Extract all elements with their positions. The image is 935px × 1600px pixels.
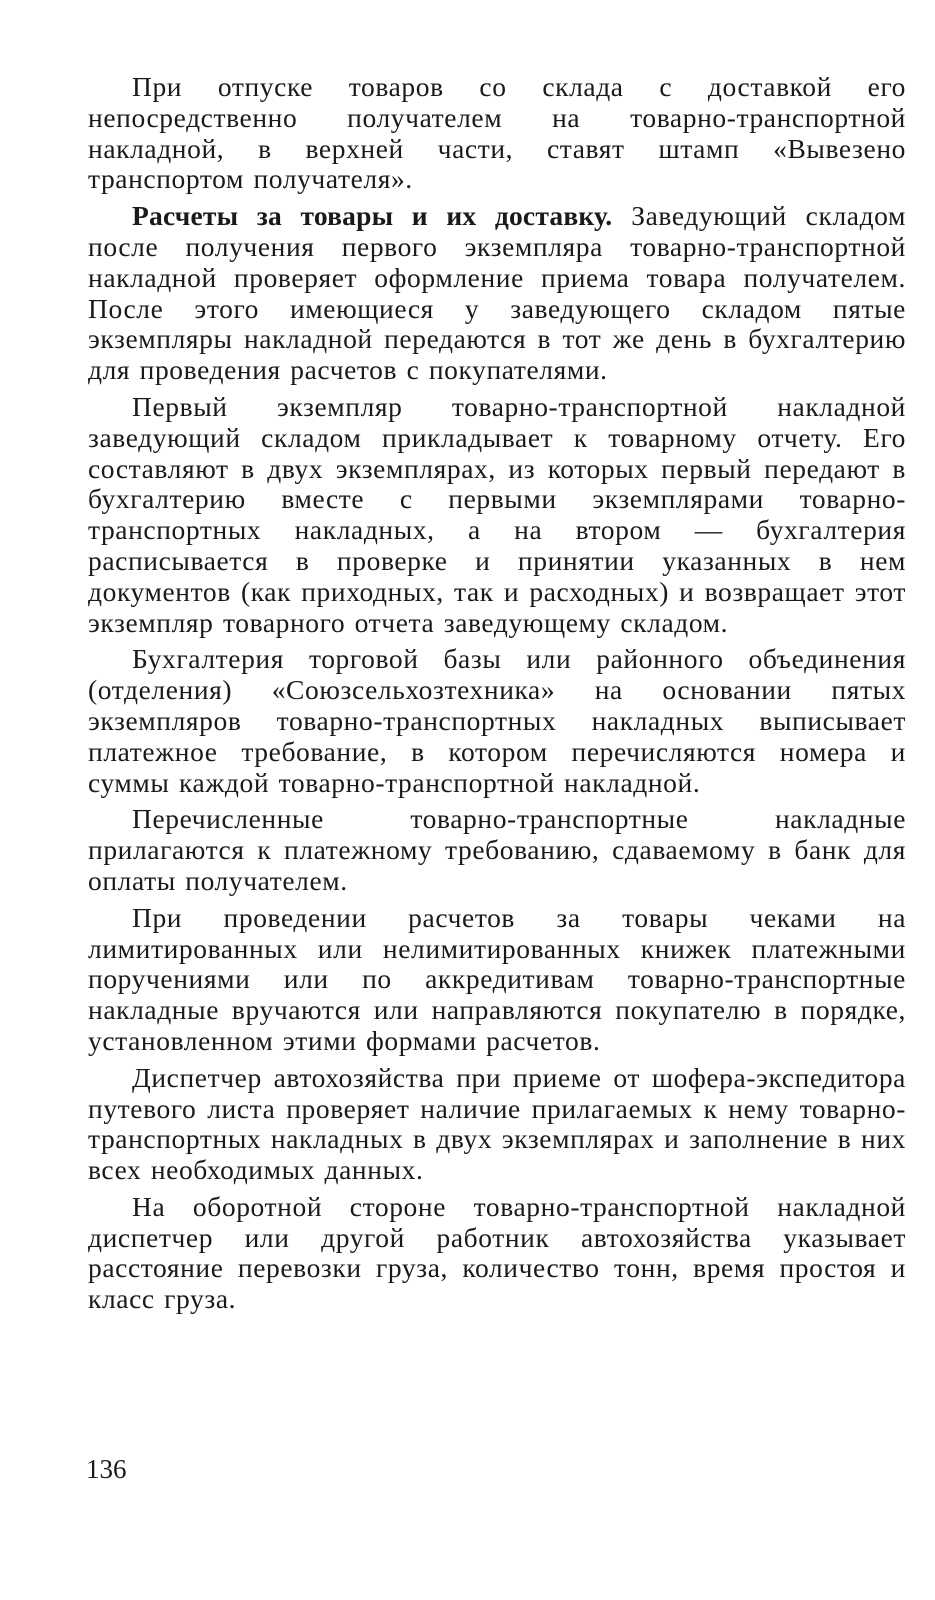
paragraph-4-text: Бухгалтерия торговой базы или районного объединения (отделения) «Союзсельхозтехника» на основании пятых экземпляров товарно-транспортных накладных выписывает платежное требование, в котором перечисляются номера и суммы каждой товарно-транспортной накладной. [88, 643, 906, 798]
paragraph-5-text: Перечисленные товарно-транспортные накладные прилагаются к платежному требованию, сдаваемому в банк для оплаты получателем. [88, 803, 906, 896]
paragraph-8 [88, 1192, 906, 1315]
paragraph-7-text: Диспетчер автохозяйства при приеме от шофера-экспедитора путевого листа проверяет наличие прилагаемых к нему товарно-транспортных накладных в двух экземплярах и заполнение в них всех необходимых данных. [88, 1061, 906, 1186]
paragraph-8-text: На оборотной стороне товарно-транспортной накладной диспетчер или другой работник автохозяйства указывает расстояние перевозки груза, количество тонн, время простоя и класс груза. [88, 1190, 906, 1315]
page-body [88, 72, 906, 1321]
paragraph-3-text: Первый экземпляр товарно-транспортной накладной заведующий складом прикладывает к товарному отчету. Его составляют в двух экземплярах, из которых первый передают в бухгалтерию вместе с первыми экземплярами товарно-транспортных накладных, а на втором — бухгалтерия расписывается в проверке и принятии указанных в нем документов (как приходных, так и расходных) и возвращает этот экземпляр товарного отчета заведующему складом. [88, 390, 906, 638]
paragraph-3 [88, 392, 906, 638]
paragraph-5 [88, 804, 906, 896]
paragraph-2-text: Заведующий складом после получения первого экземпляра товарно-транспортной накладной проверяет оформление приема товара получателем. После этого имеющиеся у заведующего складом пятые экземпляры накладной передаются в тот же день в бухгалтерию для проведения расчетов с покупателями. [88, 200, 906, 386]
paragraph-6 [88, 903, 906, 1057]
paragraph-2 [88, 201, 906, 386]
paragraph-6-text: При проведении расчетов за товары чеками на лимитированных или нелимитированных книжек платежными поручениями или по аккредитивам товарно-транспортные накладные вручаются или направляются покупателю в порядке, установленном этими формами расчетов. [88, 901, 906, 1056]
paragraph-7 [88, 1063, 906, 1186]
paragraph-1-text: При отпуске товаров со склада с доставкой его непосредственно получателем на товарно-транспортной накладной, в верхней части, ставят штамп «Вывезено транспортом получателя». [88, 71, 906, 195]
page-number: 136 [86, 1454, 127, 1484]
paragraph-4 [88, 644, 906, 798]
paragraph-1 [88, 72, 906, 195]
paragraph-2-lead: Расчеты за товары и их доставку. [132, 200, 613, 232]
